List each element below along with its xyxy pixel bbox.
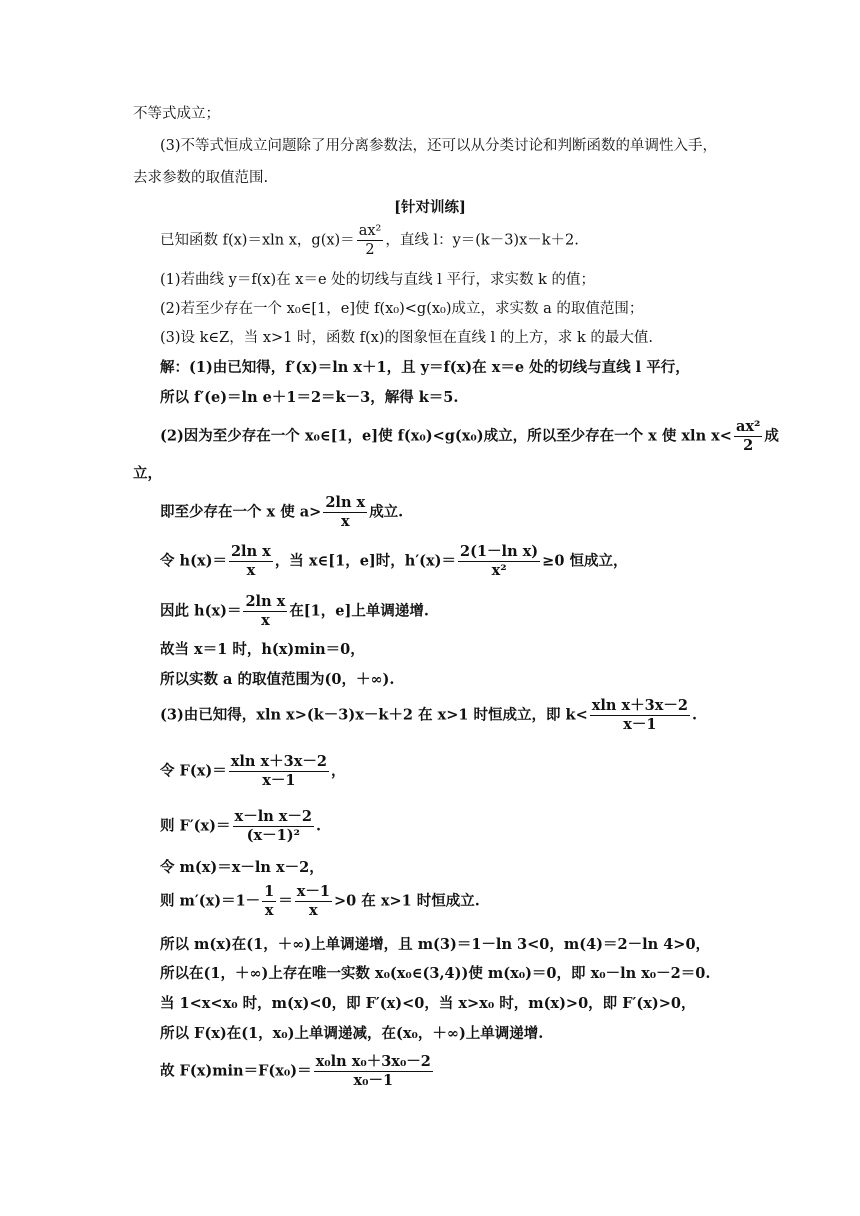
text: (2)因为至少存在一个 x₀∈[1，e]使 f(x₀)<g(x₀)成立，所以至少存在一个 x 使 xln x<: [160, 427, 732, 445]
solution-line: [160, 418, 779, 455]
text: 已知函数 f(x)＝xln x，g(x)＝: [160, 232, 355, 249]
solution-line: 所以在(1，＋∞)上存在唯一实数 x₀(x₀∈(3,4))使 m(x₀)＝0，即 x₀－ln x₀－2＝0.: [160, 965, 711, 982]
solution-line: 故当 x＝1 时，h(x)min＝0，: [160, 641, 365, 658]
text: 令 h(x)＝: [160, 552, 227, 570]
text: .: [691, 706, 698, 724]
question-2: (2)若至少存在一个 x₀∈[1，e]使 f(x₀)<g(x₀)成立，求实数 a 的取值范围；: [160, 301, 644, 317]
fraction: [243, 593, 287, 630]
fraction: [229, 753, 329, 790]
solution-line: [160, 808, 321, 845]
denominator: x－1: [623, 716, 657, 733]
text: ，当 x∈[1，e]时，h′(x)＝: [274, 552, 457, 570]
solution-line: [160, 494, 403, 531]
fraction: [734, 418, 762, 455]
text: ＝: [278, 892, 293, 910]
question-1: (1)若曲线 y＝f(x)在 x＝e 处的切线与直线 l 平行，求实数 k 的值；: [160, 272, 596, 288]
numerator: x－ln x－2: [234, 808, 313, 825]
text: ≥0 恒成立，: [542, 552, 628, 570]
fraction: [458, 543, 540, 580]
numerator: 1: [264, 883, 275, 900]
denominator: x: [309, 902, 318, 919]
numerator: x－1: [296, 883, 330, 900]
denominator: x: [261, 612, 270, 629]
denominator: 2: [365, 242, 375, 258]
paragraph-text: 去求参数的取值范围.: [133, 170, 269, 186]
text: 故 F(x)min＝F(x₀)＝: [160, 1062, 312, 1080]
paragraph-text: 不等式成立；: [133, 106, 220, 122]
question-3: (3)设 k∈Z，当 x>1 时，函数 f(x)的图象恒在直线 l 的上方，求 k 的最大值.: [160, 330, 653, 346]
denominator: x: [264, 902, 274, 919]
solution-line: [160, 883, 480, 920]
numerator: ax²: [358, 223, 382, 239]
denominator: x: [340, 513, 350, 530]
denominator: x²: [491, 562, 507, 579]
text: ，: [330, 762, 346, 780]
numerator: ax²: [735, 418, 761, 435]
solution-line: [160, 697, 697, 734]
numerator: 2ln x: [245, 593, 286, 610]
solution-line: [160, 753, 345, 790]
fraction: [229, 543, 273, 580]
solution-line: 立，: [133, 465, 162, 482]
fraction: [590, 697, 690, 734]
fraction: [233, 808, 314, 845]
numerator: xln x＋3x－2: [230, 753, 327, 770]
solution-line: [160, 1053, 435, 1090]
text: 成: [764, 427, 779, 445]
paragraph-text: (3)不等式恒成立问题除了用分离参数法，还可以从分类讨论和判断函数的单调性入手，: [160, 138, 718, 154]
solution-line: 令 m(x)＝x－ln x－2，: [160, 859, 324, 876]
text: >0 在 x>1 时恒成立.: [334, 892, 480, 910]
numerator: xln x＋3x－2: [591, 697, 688, 714]
denominator: 2: [743, 437, 754, 454]
solution-line: 所以 m(x)在(1，＋∞)上单调递增，且 m(3)＝1－ln 3<0，m(4)＝2－ln 4>0，: [160, 936, 711, 953]
solution-line: [160, 593, 429, 630]
numerator: 2ln x: [230, 543, 271, 560]
denominator: (x－1)²: [246, 827, 300, 844]
text: ，直线 l：y＝(k－3)x－k＋2.: [385, 232, 579, 249]
solution-line: 所以 F(x)在(1，x₀)上单调递减，在(x₀，＋∞)上单调递增.: [160, 1025, 544, 1042]
fraction: [314, 1053, 433, 1090]
denominator: x₀－1: [353, 1072, 394, 1089]
text: 即至少存在一个 x 使 a>: [160, 503, 322, 521]
solution-line: 当 1<x<x₀ 时，m(x)<0，即 F′(x)<0，当 x>x₀ 时，m(x)>0，即 F′(x)>0，: [160, 995, 696, 1012]
text: (3)由已知得，xln x>(k－3)x－k＋2 在 x>1 时恒成立，即 k<: [160, 706, 588, 724]
denominator: x: [246, 562, 256, 579]
fraction: [295, 883, 332, 920]
numerator: 2(1－ln x): [460, 543, 539, 560]
solution-line: [160, 543, 627, 580]
fraction: [323, 494, 367, 531]
problem-intro: [160, 222, 579, 259]
solution-line: 所以实数 a 的取值范围为(0，＋∞).: [160, 671, 395, 688]
text: 令 F(x)＝: [160, 762, 227, 780]
fraction: [262, 883, 276, 920]
fraction: [357, 222, 384, 259]
text: 成立.: [369, 503, 404, 521]
text: 则 m′(x)＝1－: [160, 892, 261, 910]
solution-line: 解：(1)由已知得，f′(x)＝ln x＋1，且 y＝f(x)在 x＝e 处的切线与直线 l 平行，: [160, 359, 690, 376]
text: 因此 h(x)＝: [160, 602, 242, 620]
denominator: x－1: [262, 772, 296, 789]
numerator: x₀ln x₀＋3x₀－2: [315, 1053, 431, 1070]
text: 则 F′(x)＝: [160, 817, 231, 835]
solution-line: 所以 f′(e)＝ln e＋1＝2＝k－3，解得 k＝5.: [160, 389, 459, 406]
numerator: 2ln x: [325, 494, 366, 511]
section-heading: [针对训练]: [394, 199, 466, 216]
text: .: [316, 817, 322, 835]
text: 在[1，e]上单调递增.: [289, 602, 429, 620]
